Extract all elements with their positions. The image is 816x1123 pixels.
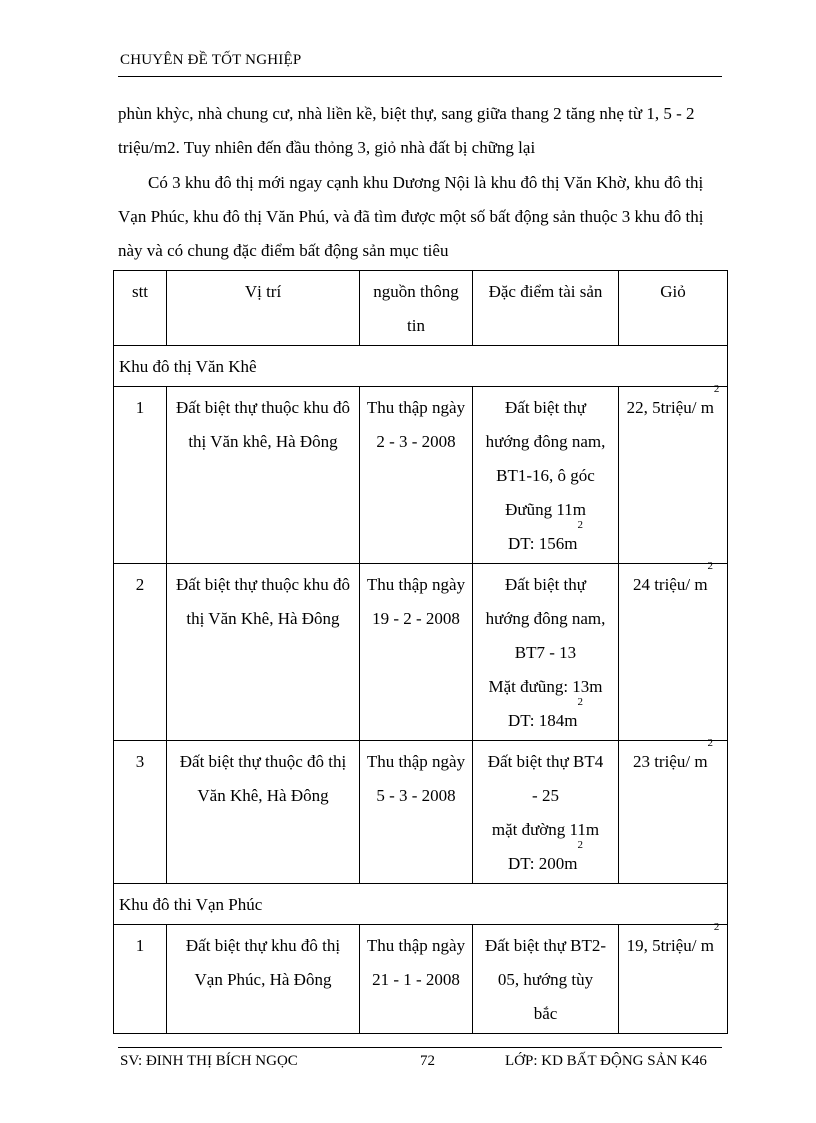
header-price: Giỏ [619, 271, 728, 346]
price-text: 22, 5triệu/ m [626, 398, 714, 417]
feature-text: Đưũng 11m [505, 500, 586, 519]
cell-features [473, 387, 619, 564]
feature-text: hướng đông nam, [485, 609, 606, 628]
feature-line [476, 636, 615, 670]
cell-location: Đất biệt thự thuộc khu đô thị Văn Khê, Hà Đông [167, 564, 360, 741]
cell-source: Thu thập ngày 5 - 3 - 2008 [360, 741, 473, 884]
feature-text: DT: 184m [507, 711, 578, 730]
feature-line [476, 493, 615, 527]
cell-source: Thu thập ngày 21 - 1 - 2008 [360, 925, 473, 1034]
feature-line [476, 459, 615, 493]
cell-price [619, 383, 728, 564]
feature-text: BT7 - 13 [514, 643, 577, 662]
header-location: Vị trí [167, 271, 360, 346]
feature-line [476, 670, 615, 704]
header-source: nguồn thông tin [360, 271, 473, 346]
feature-line [476, 519, 615, 561]
superscript: 2 [713, 921, 720, 933]
page-header: CHUYÊN ĐỀ TỐT NGHIỆP [120, 52, 302, 68]
footer-rule [118, 1047, 722, 1048]
feature-line [476, 813, 615, 847]
section-row [114, 346, 728, 387]
table-row [114, 564, 728, 741]
superscript: 2 [713, 383, 720, 395]
feature-text: mặt đường 11m [491, 820, 600, 839]
feature-line [476, 425, 615, 459]
cell-stt: 3 [114, 741, 167, 884]
superscript: 2 [707, 737, 714, 749]
cell-stt: 1 [114, 925, 167, 1034]
cell-stt: 2 [114, 564, 167, 741]
feature-text: DT: 200m [507, 854, 578, 873]
cell-stt: 1 [114, 387, 167, 564]
header-stt: stt [114, 271, 167, 346]
header-rule [118, 76, 722, 77]
page-number: 72 [420, 1053, 435, 1069]
feature-line [476, 963, 615, 997]
feature-text: Mặt đưũng: 13m [488, 677, 603, 696]
superscript: 2 [707, 560, 714, 572]
cell-features [473, 741, 619, 884]
cell-location: Đất biệt thự thuộc khu đô thị Văn khê, Hà Đông [167, 387, 360, 564]
feature-text: Đất biệt thự [505, 575, 586, 594]
feature-line [476, 602, 615, 636]
cell-price [619, 921, 728, 1034]
cell-source: Thu thập ngày 2 - 3 - 2008 [360, 387, 473, 564]
feature-text: Đất biệt thự BT2- [484, 936, 607, 955]
feature-line [476, 779, 615, 813]
feature-line [476, 997, 615, 1031]
feature-text: BT1-16, ô góc [496, 466, 595, 485]
section-row [114, 884, 728, 925]
cell-price [619, 560, 728, 741]
paragraph-2: Có 3 khu đô thị mới ngay cạnh khu Dương Nội là khu đô thị Văn Khờ, khu đô thị Vạn Phúc, khu đô thị Văn Phú, và đã tìm được một số bất động sản thuộc 3 khu đô thị này và có chung đặc điểm bất động sản mục tiêu [118, 173, 704, 260]
feature-text: bắc [533, 1004, 558, 1023]
feature-text: - 25 [532, 786, 559, 805]
feature-text: hướng đông nam, [485, 432, 606, 451]
cell-location: Đất biệt thự thuộc đô thị Văn Khê, Hà Đông [167, 741, 360, 884]
feature-line [476, 839, 615, 881]
superscript: 2 [577, 519, 583, 531]
feature-line [476, 929, 615, 963]
table-header-row [114, 271, 728, 346]
section-title: Khu đô thi Vạn Phúc [114, 884, 728, 925]
superscript: 2 [577, 696, 583, 708]
cell-features [473, 564, 619, 741]
feature-line [476, 745, 615, 779]
cell-source: Thu thập ngày 19 - 2 - 2008 [360, 564, 473, 741]
price-text: 24 triệu/ m [632, 575, 708, 594]
feature-line [476, 391, 615, 425]
table-row [114, 925, 728, 1034]
footer-class: LỚP: KD BẤT ĐỘNG SẢN K46 [505, 1053, 707, 1069]
feature-line [476, 568, 615, 602]
footer-student: SV: ĐINH THỊ BÍCH NGỌC [120, 1053, 298, 1069]
superscript: 2 [577, 839, 583, 851]
table-row [114, 387, 728, 564]
feature-text: DT: 156m [507, 534, 578, 553]
feature-text: 05, hướng tùy [497, 970, 594, 989]
table-row [114, 741, 728, 884]
price-text: 19, 5triệu/ m [626, 936, 714, 955]
property-table [113, 270, 728, 1034]
cell-price [619, 737, 728, 884]
header-features: Đặc điểm tài sản [473, 271, 619, 346]
feature-text: Đất biệt thự [505, 398, 586, 417]
feature-text: Đất biệt thự BT4 [487, 752, 604, 771]
cell-location: Đất biệt thự khu đô thị Vạn Phúc, Hà Đông [167, 925, 360, 1034]
price-text: 23 triệu/ m [632, 752, 708, 771]
paragraph-1: phùn khỳc, nhà chung cư, nhà liền kề, biệt thự, sang giữa thang 2 tăng nhẹ từ 1, 5 - 2 triệu/m2. Tuy nhiên đến đầu thỏng 3, giỏ nhà đất bị chững lại [118, 104, 695, 157]
section-title: Khu đô thị Văn Khê [114, 346, 728, 387]
feature-line [476, 696, 615, 738]
cell-features [473, 925, 619, 1034]
